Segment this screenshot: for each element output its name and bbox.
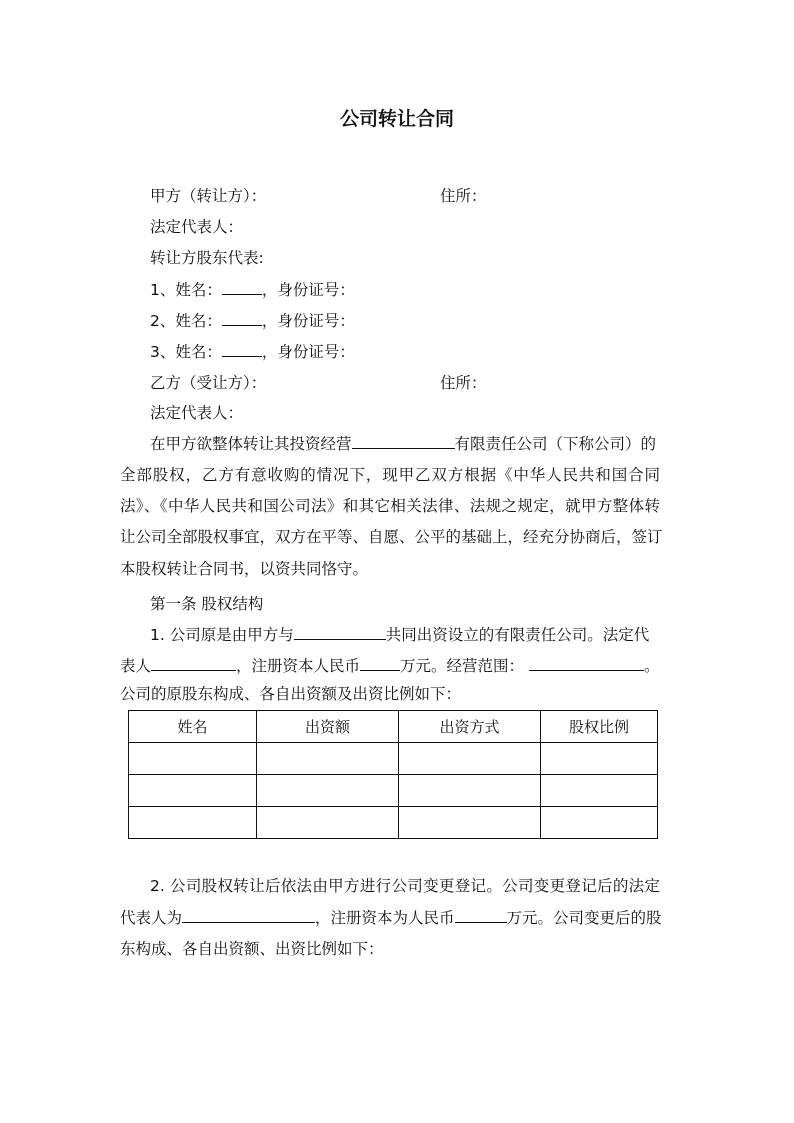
preamble-line-2: 全部股权，乙方有意收购的情况下，现甲乙双方根据《中华人民共和国合同 [120,466,660,484]
cell[interactable] [257,743,399,775]
shareholder-1 [150,278,690,302]
legal-rep-b: 法定代表人： [150,404,244,422]
text: ，注册资本为人民币 [315,909,455,927]
article-1-p2-line-2 [120,906,660,930]
shareholder-2 [150,309,690,333]
cell[interactable] [129,743,257,775]
text: 。 [643,657,660,675]
preamble-line-1 [150,432,660,456]
cell[interactable] [541,775,658,807]
article-1-p2-line-3: 东构成、各自出资额、出资比例如下： [120,940,384,958]
sh-prefix: 2、姓名： [150,312,222,330]
party-a-address: 住所： [440,187,487,205]
original-shareholders-table [128,710,658,839]
text: 代表人为 [120,909,183,927]
name-blank[interactable] [222,340,262,357]
cell[interactable] [257,807,399,839]
cell[interactable] [257,775,399,807]
new-rep-blank[interactable] [182,906,315,923]
cell[interactable] [399,743,541,775]
new-capital-blank[interactable] [455,906,507,923]
rep-blank[interactable] [151,654,236,671]
text: ，注册资本人民币 [236,657,361,675]
cell[interactable] [129,807,257,839]
header-ratio: 股权比例 [541,711,658,743]
shareholder-3 [150,340,690,364]
article-1-p1-line-2 [120,654,660,678]
document-title: 公司转让合同 [339,108,454,130]
text: 万元。公司变更后的股 [506,909,662,927]
party-b-label: 乙方（受让方）： [150,374,267,392]
capital-blank[interactable] [360,654,400,671]
cell[interactable] [399,807,541,839]
article-1-p1-line-1 [150,623,660,647]
header-method: 出资方式 [399,711,541,743]
sh-id: ，身份证号： [261,281,355,299]
preamble-line-4: 让公司全部股权事宜，双方在平等、自愿、公平的基础上，经充分协商后，签订 [120,528,663,546]
cell[interactable] [399,775,541,807]
table-header-row [129,711,658,743]
party-b-address: 住所： [440,374,487,392]
article-1-p1-line-3: 公司的原股东构成、各自出资额及出资比例如下： [120,685,462,703]
text: 在甲方欲整体转让其投资经营 [150,435,352,453]
legal-rep-a: 法定代表人： [150,218,244,236]
party-a-line [150,184,690,208]
table-row [129,775,658,807]
name-blank[interactable] [222,278,262,295]
table-row [129,807,658,839]
cell[interactable] [541,807,658,839]
text: 1. 公司原是由甲方与 [150,626,294,644]
sh-prefix: 3、姓名： [150,343,222,361]
article-1-p2-line-1: 2. 公司股权转让后依法由甲方进行公司变更登记。公司变更登记后的法定 [150,877,660,895]
company-blank[interactable] [352,432,455,449]
cell[interactable] [129,775,257,807]
name-blank[interactable] [222,309,262,326]
partner-blank[interactable] [294,623,386,640]
header-name: 姓名 [129,711,257,743]
party-a-label: 甲方（转让方）： [150,187,267,205]
scope-blank[interactable] [529,654,644,671]
text: 表人 [120,657,152,675]
preamble-line-5: 本股权转让合同书，以资共同恪守。 [120,560,369,578]
shareholder-rep: 转让方股东代表: [150,249,264,267]
article-1-heading: 第一条 股权结构 [150,595,264,613]
party-b-line [150,371,690,395]
table-row [129,743,658,775]
sh-id: ，身份证号： [261,343,355,361]
sh-prefix: 1、姓名： [150,281,222,299]
preamble-line-3: 法》、《中华人民共和国公司法》和其它相关法律、法规之规定，就甲方整体转 [120,497,660,515]
sh-id: ，身份证号： [261,312,355,330]
text: 有限责任公司（下称公司）的 [454,435,657,453]
text: 共同出资设立的有限责任公司。法定代 [385,626,650,644]
cell[interactable] [541,743,658,775]
header-amount: 出资额 [257,711,399,743]
text: 万元。经营范围： [400,657,525,675]
